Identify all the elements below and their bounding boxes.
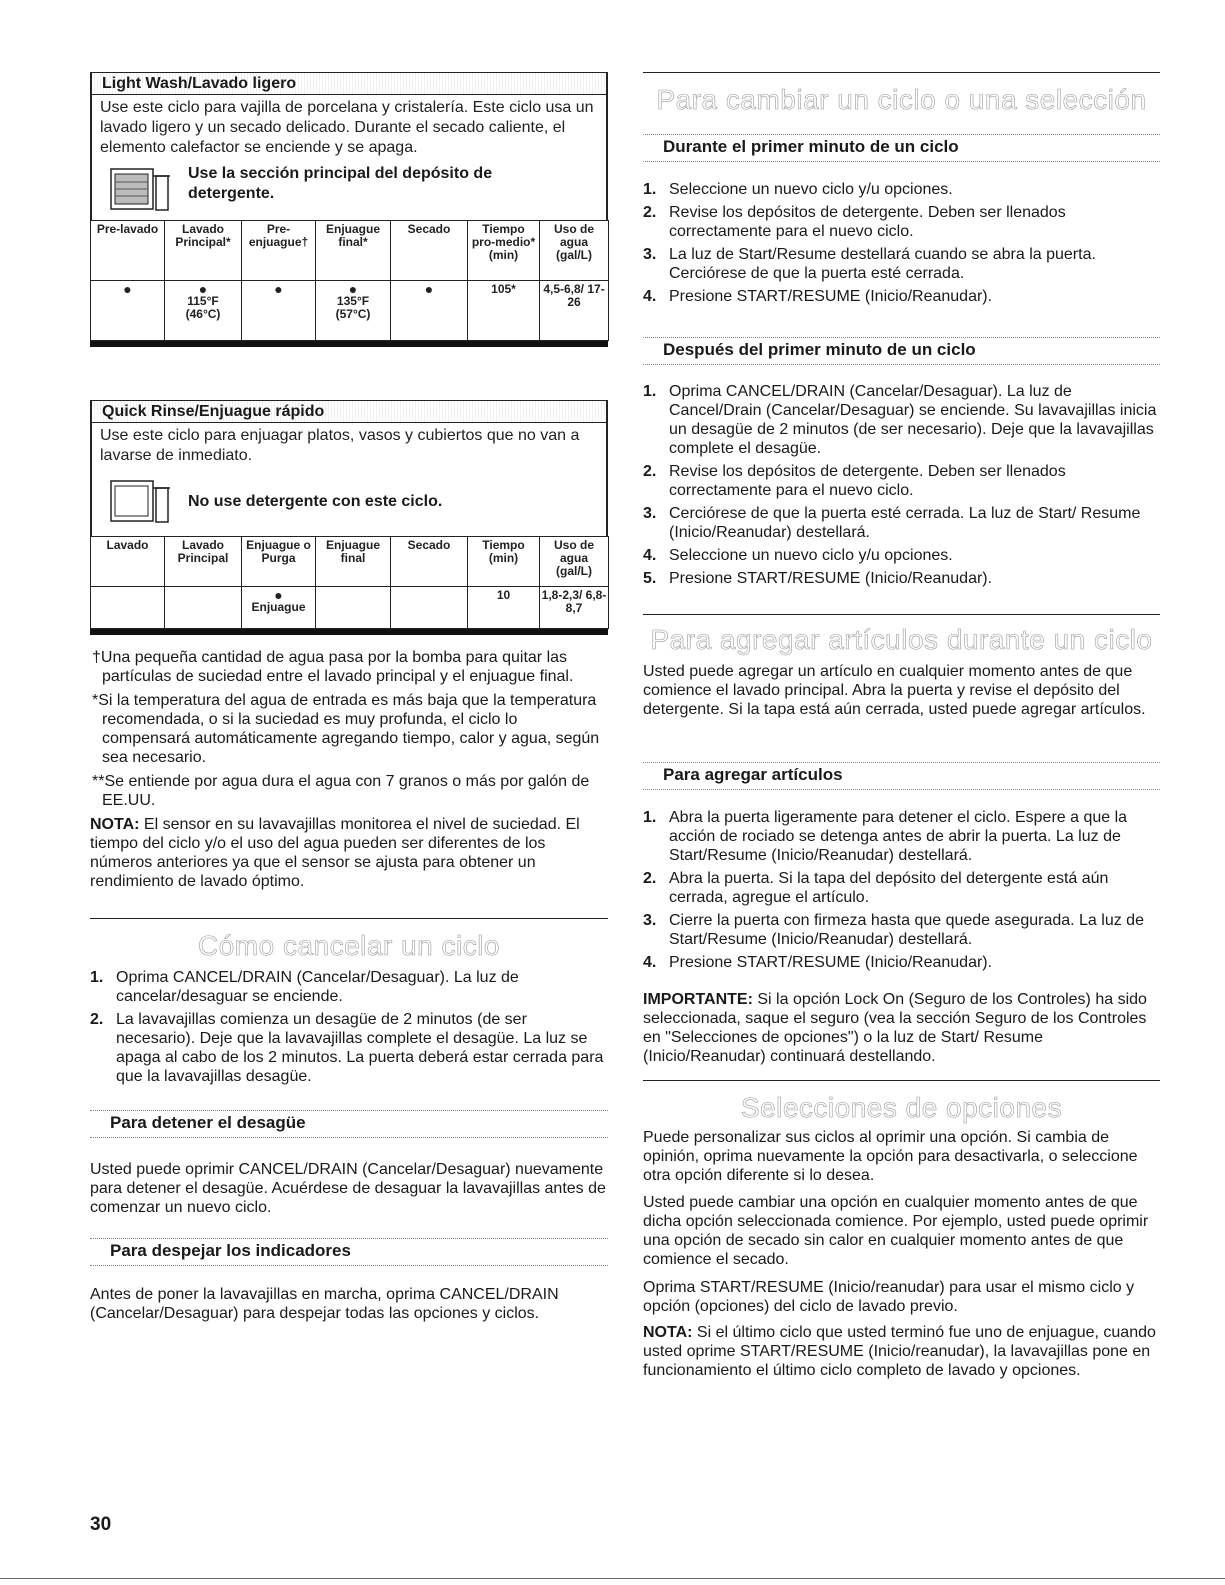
light-wash-description: Use este ciclo para vajilla de porcelana y cristalería. Este ciclo usa un lavado ligero y un secado delicado. Durante el secado caliente, el elemento calefactor se enciende y se apaga.	[90, 95, 608, 162]
options-paragraph-1: Puede personalizar sus ciclos al oprimir una opción. Si cambia de opinión, oprima nuevamente la opción para desactivarla, o seleccione otra opción diferente si lo desea.	[643, 1129, 1138, 1184]
rinse-label: Enjuague	[251, 600, 306, 614]
change-section-title: Para cambiar un ciclo o una selección	[656, 84, 1147, 115]
important-label: IMPORTANTE:	[643, 991, 753, 1008]
list-item: 3. La luz de Start/Resume destellará cuando se abra la puerta. Cerciórese de que la puerta esté cerrada.	[643, 246, 1096, 282]
note-text: El sensor en su lavavajillas monitorea el nivel de suciedad. El tiempo del ciclo y/o el uso del agua pueden ser diferentes de los números anteriores ya que el sensor se ajusta para obtener un rendimiento de lavado óptimo.	[90, 816, 580, 890]
header-cell: Uso de agua (gal/L)	[540, 221, 609, 281]
section-rule	[90, 918, 608, 919]
quick-rinse-detergent-row	[90, 470, 608, 536]
list-item: 5. Presione START/RESUME (Inicio/Reanudar).	[643, 570, 993, 587]
header-cell: Uso de agua (gal/L)	[540, 537, 609, 587]
section-rule	[643, 614, 1160, 615]
clear-indicators-text: Antes de poner la lavavajillas en marcha, oprima CANCEL/DRAIN (Cancelar/Desaguar) para despejar todas las opciones y ciclos.	[90, 1286, 559, 1322]
temp-c: (46°C)	[185, 307, 221, 321]
first-minute-heading: Durante el primer minuto de un ciclo	[643, 134, 1160, 162]
cancel-section-title: Cómo cancelar un ciclo	[197, 930, 501, 961]
list-item: 2. Revise los depósitos de detergente. Deben ser llenados correctamente para el nuevo ciclo.	[643, 463, 1066, 499]
time-cell: 105*	[468, 281, 540, 341]
detergent-dispenser-empty-icon	[110, 480, 172, 524]
quick-rinse-table	[90, 536, 609, 629]
sensor-note	[90, 815, 608, 891]
list-item: 3. Cierre la puerta con firmeza hasta que quede asegurada. La luz de Start/Resume (Inicio/Reanudar) destellará.	[643, 912, 1144, 948]
header-cell: Secado	[391, 537, 468, 587]
header-cell: Pre-enjuague†	[242, 221, 316, 281]
stop-drain-text: Usted puede oprimir CANCEL/DRAIN (Cancelar/Desaguar) nuevamente para detener el desagüe. Acuérdese de desaguar la lavavajillas antes de comenzar un nuevo ciclo.	[90, 1161, 606, 1216]
list-item: 2. La lavavajillas comienza un desagüe de 2 minutos (de ser necesario). Deje que la lavavajillas complete el desagüe. La luz se apaga al cabo de los 2 minutos. La puerta deberá estar cerrada para que la lavavajillas desagüe.	[90, 1011, 604, 1085]
water-cell: 4,5-6,8/ 17-26	[540, 281, 609, 341]
add-items-heading: Para agregar artículos	[643, 762, 1160, 790]
note-label: NOTA:	[643, 1324, 693, 1341]
add-steps	[643, 808, 1160, 976]
box-bottom-rule	[90, 341, 608, 347]
options-note	[643, 1323, 1160, 1380]
page-bottom-rule	[0, 1578, 1225, 1579]
header-cell: Enjuague final*	[316, 221, 391, 281]
light-wash-box	[90, 72, 608, 347]
list-item: 1. Oprima CANCEL/DRAIN (Cancelar/Desaguar). La luz de cancelar/desaguar se enciende.	[90, 969, 519, 1005]
options-paragraph-2: Usted puede cambiar una opción en cualquier momento antes de que dicha opción seleccionada comience. Por ejemplo, usted puede oprimir una opción de secado sin calor en cualquier momento antes de que comience el secado.	[643, 1194, 1149, 1268]
list-item: 2. Revise los depósitos de detergente. Deben ser llenados correctamente para el nuevo ciclo.	[643, 204, 1066, 240]
footnote-dagger: †Una pequeña cantidad de agua pasa por la bomba para quitar las partículas de suciedad entre el lavado principal y el enjuague final.	[92, 649, 574, 685]
quick-rinse-title: Quick Rinse/Enjuague rápido	[90, 400, 608, 423]
light-wash-detergent-row	[90, 162, 608, 220]
list-item: 4. Presione START/RESUME (Inicio/Reanudar).	[643, 954, 993, 971]
light-wash-detergent-note: Use la sección principal del depósito de detergente.	[188, 165, 493, 202]
list-item: 1. Seleccione un nuevo ciclo y/u opciones.	[643, 181, 953, 198]
temp-f: 115°F	[187, 294, 219, 308]
list-item: 4. Presione START/RESUME (Inicio/Reanudar).	[643, 288, 993, 305]
add-section-title: Para agregar artículos durante un ciclo	[650, 624, 1153, 655]
header-cell: Tiempo (min)	[468, 537, 540, 587]
section-rule	[643, 72, 1160, 73]
quick-rinse-description: Use este ciclo para enjuagar platos, vasos y cubiertos que no van a lavarse de inmediato.	[90, 423, 608, 470]
list-item: 1. Abra la puerta ligeramente para detener el ciclo. Espere a que la acción de rociado se detenga antes de abrir la puerta. La luz de Start/Resume (Inicio/Reanudar) destellará.	[643, 809, 1128, 864]
cancel-steps	[90, 968, 608, 1090]
header-cell: Lavado Principal*	[165, 221, 242, 281]
clear-indicators-heading: Para despejar los indicadores	[90, 1238, 608, 1266]
step-dot: ●	[348, 281, 358, 297]
list-item: 1. Oprima CANCEL/DRAIN (Cancelar/Desaguar). La luz de Cancel/Drain (Cancelar/Desaguar) se enciende. Su lavavajillas inicia un desagüe de 2 minutos (de ser necesario). Deje que la lavavajillas complete el desagüe.	[643, 383, 1157, 457]
after-minute-steps	[643, 382, 1160, 592]
step-dot: ●	[274, 587, 283, 603]
note-label: NOTA:	[90, 816, 140, 833]
options-paragraph-3: Oprima START/RESUME (Inicio/reanudar) para usar el mismo ciclo y opción (opciones) del ciclo de lavado previo.	[643, 1279, 1135, 1315]
first-minute-steps	[643, 180, 1160, 310]
important-text: Si la opción Lock On (Seguro de los Controles) ha sido seleccionada, saque el seguro (vea la sección Seguro de los Controles en "Selecciones de opciones") o la luz de Start/ Resume (Inicio/Reanudar) continuará destellando.	[643, 991, 1147, 1065]
header-cell: Enjuague final	[316, 537, 391, 587]
list-item: 2. Abra la puerta. Si la tapa del depósito del detergente está aún cerrada, agregue el artículo.	[643, 870, 1109, 906]
light-wash-title: Light Wash/Lavado ligero	[90, 72, 608, 95]
important-note	[643, 990, 1160, 1066]
box-bottom-rule	[90, 629, 608, 635]
header-cell: Enjuague o Purga	[242, 537, 316, 587]
header-cell: Tiempo pro-medio* (min)	[468, 221, 540, 281]
detergent-dispenser-full-icon	[110, 168, 172, 212]
footnote-double-star: **Se entiende por agua dura el agua con 7 granos o más por galón de EE.UU.	[92, 773, 590, 809]
header-cell: Lavado	[91, 537, 165, 587]
time-cell: 10	[468, 587, 540, 629]
step-dot: ●	[198, 281, 208, 297]
header-cell: Secado	[391, 221, 468, 281]
temp-c: (57°C)	[335, 307, 371, 321]
page-number: 30	[90, 1514, 112, 1535]
water-cell: 1,8-2,3/ 6,8-8,7	[540, 587, 609, 629]
quick-rinse-detergent-note: No use detergente con este ciclo.	[188, 493, 443, 510]
stop-drain-heading: Para detener el desagüe	[90, 1110, 608, 1138]
list-item: 3. Cerciórese de que la puerta esté cerrada. La luz de Start/ Resume (Inicio/Reanudar) destellará.	[643, 505, 1141, 541]
quick-rinse-box	[90, 400, 608, 635]
options-section-title: Selecciones de opciones	[740, 1092, 1063, 1123]
step-dot: ●	[274, 281, 283, 297]
note-text: Si el último ciclo que usted terminó fue uno de enjuague, cuando usted oprime START/RESUME (Inicio/reanudar), la lavavajillas pone en funcionamiento el último ciclo completo de lavado y opciones.	[643, 1324, 1156, 1379]
after-minute-heading: Después del primer minuto de un ciclo	[643, 337, 1160, 365]
step-dot: ●	[123, 281, 132, 297]
footnotes	[90, 648, 608, 891]
section-rule	[643, 1080, 1160, 1081]
add-intro: Usted puede agregar un artículo en cualquier momento antes de que comience el lavado principal. Abra la puerta y revise el depósito del detergente. Si la tapa está aún cerrada, usted puede agregar artículos.	[643, 663, 1146, 718]
temp-f: 135°F	[336, 294, 370, 308]
header-cell: Lavado Principal	[165, 537, 242, 587]
footnote-star: *Si la temperatura del agua de entrada es más baja que la temperatura recomendada, o si la suciedad es muy profunda, el ciclo lo compensará automáticamente agregando tiempo, calor y agua, según sea necesario.	[92, 692, 600, 766]
step-dot: ●	[424, 281, 434, 297]
list-item: 4. Seleccione un nuevo ciclo y/u opciones.	[643, 547, 953, 564]
light-wash-table	[90, 220, 609, 341]
header-cell: Pre-lavado	[91, 221, 165, 281]
